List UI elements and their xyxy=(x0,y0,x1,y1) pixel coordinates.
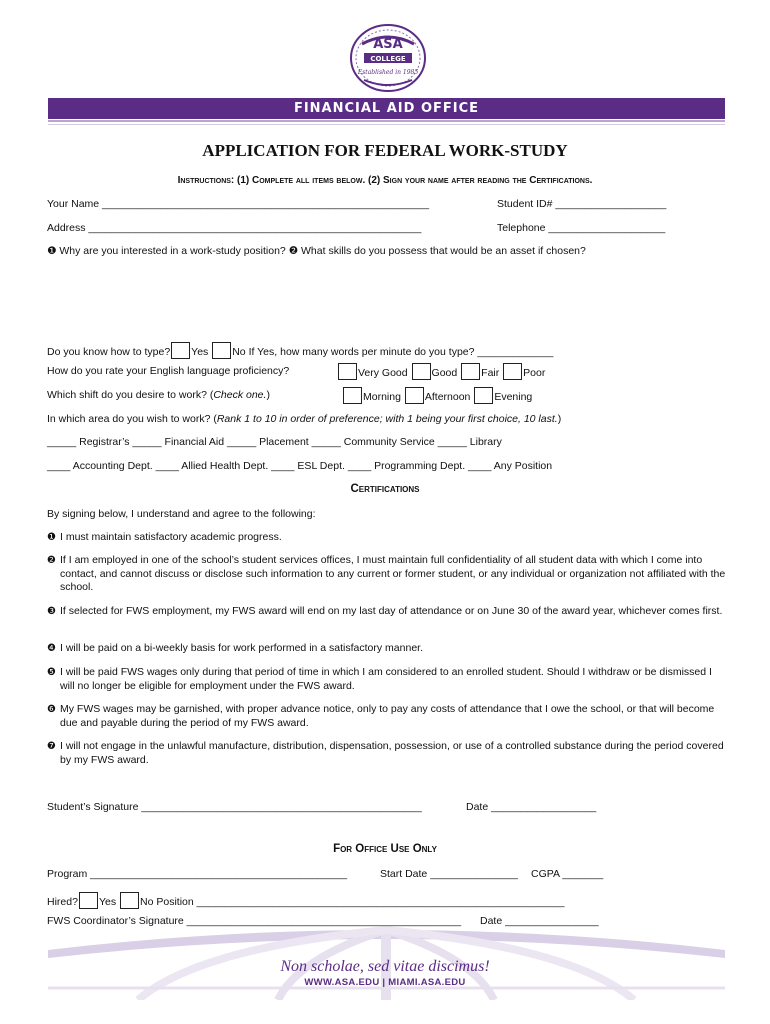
typing-question-row xyxy=(47,342,553,359)
name-field[interactable]: Your Name ________________________________________________________ xyxy=(47,198,430,210)
certification-item xyxy=(47,740,727,767)
certification-item xyxy=(47,703,727,730)
program-field[interactable]: Program ____________________________________________ xyxy=(47,868,348,880)
hired-yes-checkbox[interactable] xyxy=(79,892,98,909)
hired-label: Hired? xyxy=(47,896,78,908)
shift-morning-checkbox[interactable] xyxy=(343,387,362,404)
area-rank-row-1[interactable]: _____ Registrar’s _____ Financial Aid _____ Placement _____ Community Service _____ Library xyxy=(47,436,502,448)
coordinator-date-field[interactable]: Date ________________ xyxy=(480,915,599,927)
typing-no-label: No xyxy=(232,346,246,358)
area-rank-row-2[interactable]: ____ Accounting Dept. ____ Allied Health Dept. ____ ESL Dept. ____ Programming Dept. ____ Any Position xyxy=(47,460,553,472)
shift-question: Which shift do you desire to work? (Check one.) xyxy=(47,389,270,401)
certifications-heading: Certifications xyxy=(350,483,420,495)
coordinator-signature-field[interactable]: FWS Coordinator’s Signature _______________________________________________ xyxy=(47,915,462,927)
certification-item xyxy=(47,605,727,619)
english-question: How do you rate your English language proficiency? xyxy=(47,365,290,377)
interest-skills-question: ❶ Why are you interested in a work-study position? ❷ What skills do you possess that would be an asset if chosen? xyxy=(47,245,586,257)
typing-no-checkbox[interactable] xyxy=(212,342,231,359)
certification-number: ❹ xyxy=(47,643,56,654)
english-very-good-checkbox[interactable] xyxy=(338,363,357,380)
certification-item xyxy=(47,666,727,693)
college-websites[interactable]: WWW.ASA.EDU | MIAMI.ASA.EDU xyxy=(304,977,466,988)
certification-text: If selected for FWS employment, my FWS award will end on my last day of attendance or on June 30 of the award year, whichever comes first. xyxy=(60,605,723,617)
certification-item xyxy=(47,554,727,595)
typing-question: Do you know how to type? xyxy=(47,346,171,358)
shift-note: Check one. xyxy=(213,389,267,401)
area-question: In which area do you wish to work? (Rank 1 to 10 in order of preference; with 1 being your first choice, 10 last.) xyxy=(47,413,562,425)
seal-text-college: COLLEGE xyxy=(370,55,406,63)
certification-text: My FWS wages may be garnished, with proper advance notice, only to pay any costs of attendance that I owe the school, or that will become due and payable during the period of my FWS award. xyxy=(60,703,715,729)
college-seal-logo xyxy=(348,24,428,92)
certification-text: I will be paid FWS wages only during that period of time in which I am considered to an enrolled student. Should I withdraw or be dismissed I will no longer be eligible for employment under the FWS award. xyxy=(60,666,712,692)
certification-text: I will not engage in the unlawful manufacture, distribution, dispensation, possession, or use of a controlled substance during the period covered by my FWS award. xyxy=(60,740,724,766)
college-motto: Non scholae, sed vitae discimus! xyxy=(280,958,490,975)
interest-skills-answer-area[interactable] xyxy=(47,262,727,332)
english-poor-label: Poor xyxy=(523,367,546,379)
student-signature-field[interactable]: Student’s Signature ________________________________________________ xyxy=(47,801,422,813)
english-good-label: Good xyxy=(431,367,458,379)
seal-text-asa: ASA xyxy=(373,37,403,52)
certification-item xyxy=(47,642,727,656)
typing-yes-checkbox[interactable] xyxy=(171,342,190,359)
shift-options xyxy=(342,387,532,404)
position-field[interactable]: Position _______________________________________________________________ xyxy=(156,896,565,908)
student-id-field[interactable]: Student ID# ___________________ xyxy=(497,198,667,210)
hired-no-label: No xyxy=(140,896,154,908)
english-poor-checkbox[interactable] xyxy=(503,363,522,380)
page-title: APPLICATION FOR FEDERAL WORK-STUDY xyxy=(202,141,568,160)
english-fair-label: Fair xyxy=(481,367,500,379)
shift-afternoon-checkbox[interactable] xyxy=(405,387,424,404)
typing-wpm-field[interactable]: If Yes, how many words per minute do you type? _____________ xyxy=(248,346,554,358)
instructions-text: Instructions: (1) Complete all items below. (2) Sign your name after reading the Certifications. xyxy=(177,175,593,186)
certification-item xyxy=(47,531,727,545)
student-signature-date-field[interactable]: Date __________________ xyxy=(466,801,597,813)
address-field[interactable]: Address _________________________________________________________ xyxy=(47,222,422,234)
shift-evening-checkbox[interactable] xyxy=(474,387,493,404)
shift-afternoon-label: Afternoon xyxy=(424,391,471,403)
office-use-heading: For Office Use Only xyxy=(333,843,437,855)
seal-text-established: Established in 1985 xyxy=(357,69,419,76)
area-note: Rank 1 to 10 in order of preference; with 1 being your first choice, 10 last. xyxy=(216,413,558,425)
financial-aid-office-banner: FINANCIAL AID OFFICE xyxy=(48,98,725,119)
hired-yes-label: Yes xyxy=(98,896,117,908)
english-good-checkbox[interactable] xyxy=(412,363,431,380)
certifications-intro: By signing below, I understand and agree to the following: xyxy=(47,508,316,520)
telephone-field[interactable]: Telephone ____________________ xyxy=(497,222,666,234)
hired-no-checkbox[interactable] xyxy=(120,892,139,909)
english-fair-checkbox[interactable] xyxy=(461,363,480,380)
banner-divider xyxy=(48,120,725,122)
english-very-good-label: Very Good xyxy=(358,367,408,379)
certification-number: ❼ xyxy=(47,741,56,752)
cgpa-field[interactable]: CGPA _______ xyxy=(531,868,604,880)
hired-row xyxy=(47,892,565,909)
certification-text: If I am employed in one of the school’s student services offices, I must maintain full confidentiality of all student data with which I come into contact, and cannot discuss or disclose such information to any current or former student, or any individual or organization not affiliated with the school. xyxy=(60,554,726,593)
typing-yes-label: Yes xyxy=(191,346,209,358)
start-date-field[interactable]: Start Date _______________ xyxy=(380,868,518,880)
certification-number: ❶ xyxy=(47,532,56,543)
certification-number: ❷ xyxy=(47,555,56,566)
certification-number: ❸ xyxy=(47,606,56,617)
english-options xyxy=(337,363,545,380)
certification-number: ❺ xyxy=(47,667,56,678)
certification-number: ❻ xyxy=(47,704,56,715)
shift-evening-label: Evening xyxy=(494,391,533,403)
certification-text: I will be paid on a bi-weekly basis for work performed in a satisfactory manner. xyxy=(60,642,423,654)
shift-morning-label: Morning xyxy=(363,391,401,403)
banner-divider-thin xyxy=(48,124,725,125)
certification-text: I must maintain satisfactory academic progress. xyxy=(60,531,282,543)
